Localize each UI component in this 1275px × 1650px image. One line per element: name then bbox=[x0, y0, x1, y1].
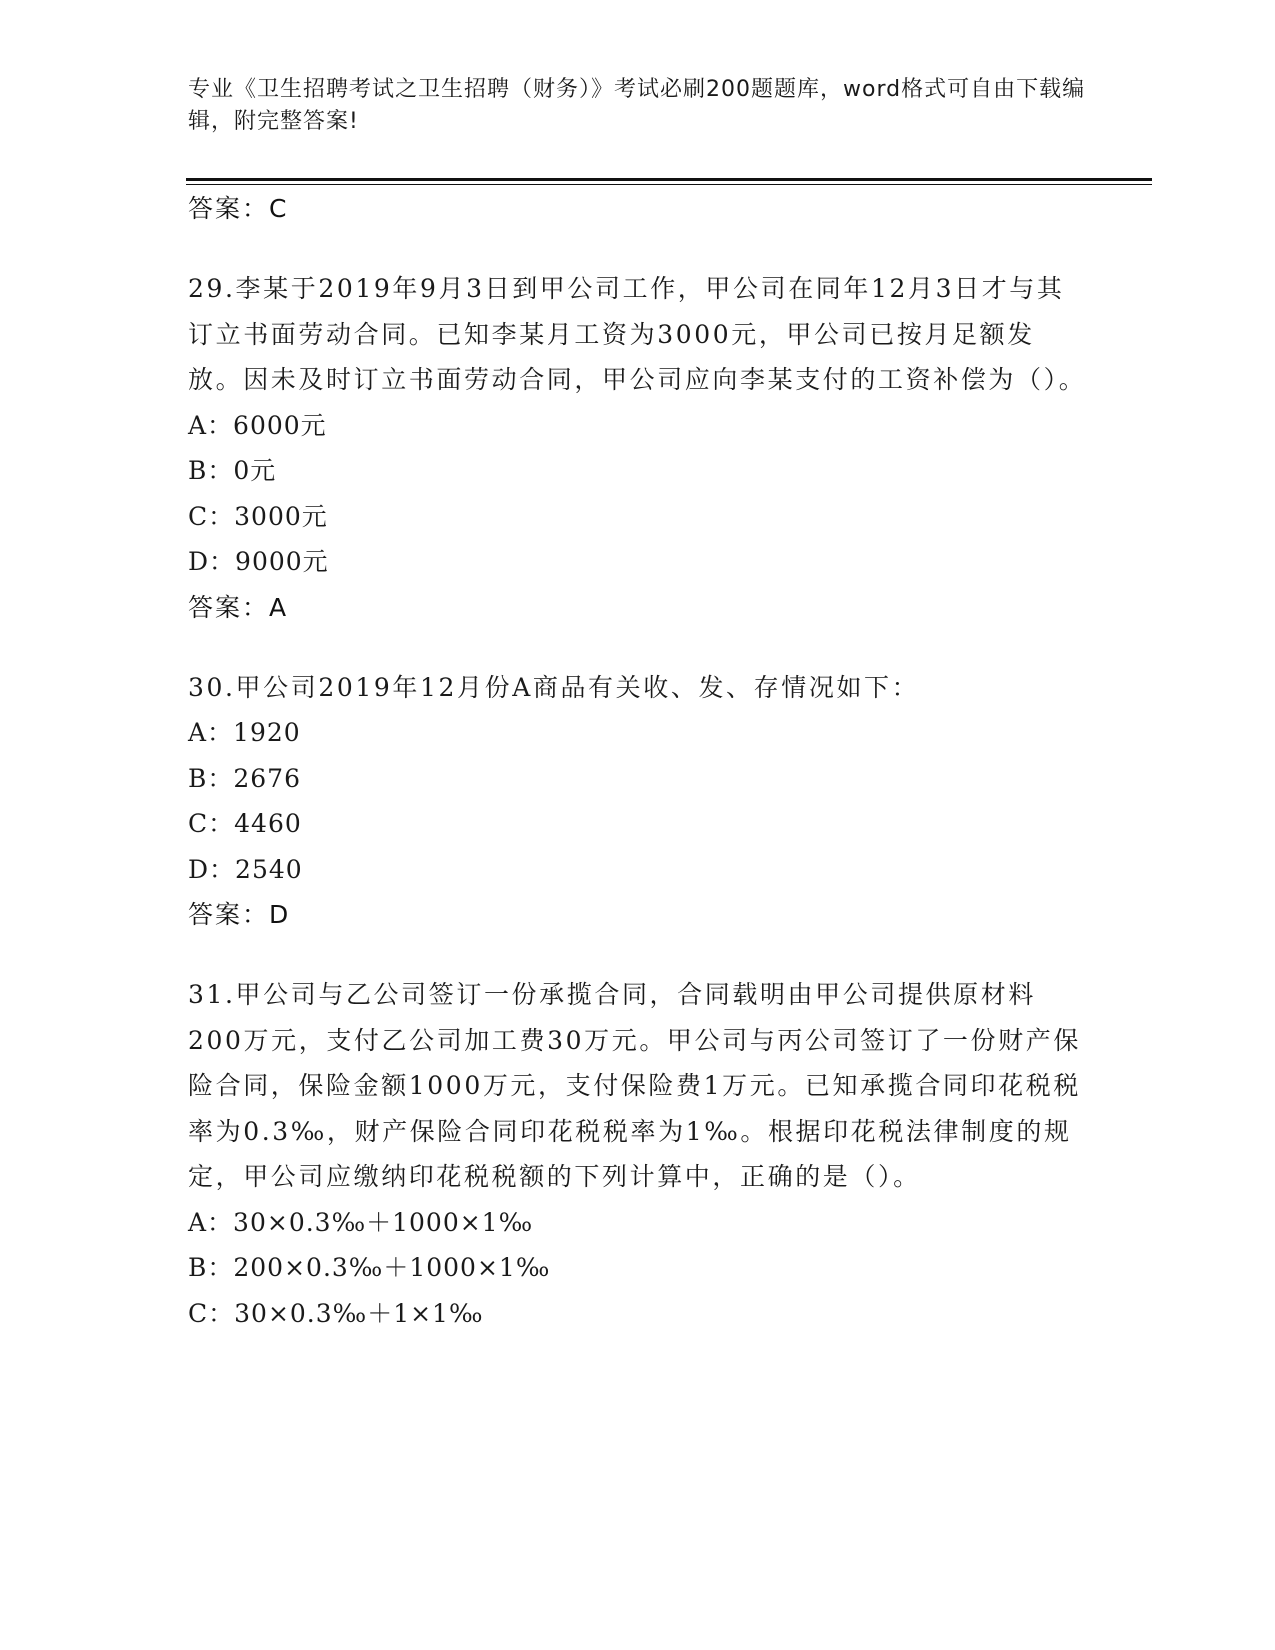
page-header: 专业《卫生招聘考试之卫生招聘（财务）》考试必刷200题题库，word格式可自由下载编辑，附完整答案! bbox=[188, 77, 1086, 134]
spacer bbox=[188, 232, 1088, 266]
answer: 答案：A bbox=[188, 592, 289, 622]
question-29 bbox=[188, 266, 1088, 631]
option-a: A：1920 bbox=[188, 718, 301, 747]
header-divider bbox=[186, 178, 1152, 181]
spacer bbox=[188, 938, 1088, 972]
previous-answer: 答案：C bbox=[188, 194, 289, 223]
question-text: 31.甲公司与乙公司签订一份承揽合同，合同载明由甲公司提供原材料200万元，支付乙公司加工费30万元。甲公司与丙公司签订了一份财产保险合同，保险金额1000万元，支付保险费1万元。已知承揽合同印花税税率为0.3‰，财产保险合同印花税税率为1‰。根据印花税法律制度的规定，甲公司应缴纳印花税税额的下列计算中，正确的是（）。 bbox=[188, 980, 1081, 1191]
option-c: C：3000元 bbox=[188, 501, 328, 531]
spacer bbox=[188, 631, 1088, 665]
question-31 bbox=[188, 972, 1088, 1336]
question-text: 29.李某于2019年9月3日到甲公司工作，甲公司在同年12月3日才与其订立书面劳动合同。已知李某月工资为3000元，甲公司已按月足额发放。因未及时订立书面劳动合同，甲公司应向李某支付的工资补偿为（）。 bbox=[188, 274, 1087, 394]
option-b: B：2676 bbox=[188, 763, 301, 793]
option-d: D：2540 bbox=[188, 854, 303, 884]
question-text: 30.甲公司2019年12月份A商品有关收、发、存情况如下： bbox=[188, 672, 920, 702]
option-a: A：30×0.3‰＋1000×1‰ bbox=[188, 1207, 534, 1237]
answer: 答案：D bbox=[188, 900, 291, 929]
option-d: D：9000元 bbox=[188, 547, 329, 576]
option-b: B：200×0.3‰＋1000×1‰ bbox=[188, 1253, 551, 1282]
question-30 bbox=[188, 665, 1088, 939]
option-c: C：4460 bbox=[188, 809, 302, 838]
option-b: B：0元 bbox=[188, 456, 277, 485]
document-body bbox=[188, 186, 1088, 1336]
header-divider-thin bbox=[186, 184, 1152, 185]
option-a: A：6000元 bbox=[188, 410, 327, 440]
option-c: C：30×0.3‰＋1×1‰ bbox=[188, 1298, 484, 1328]
